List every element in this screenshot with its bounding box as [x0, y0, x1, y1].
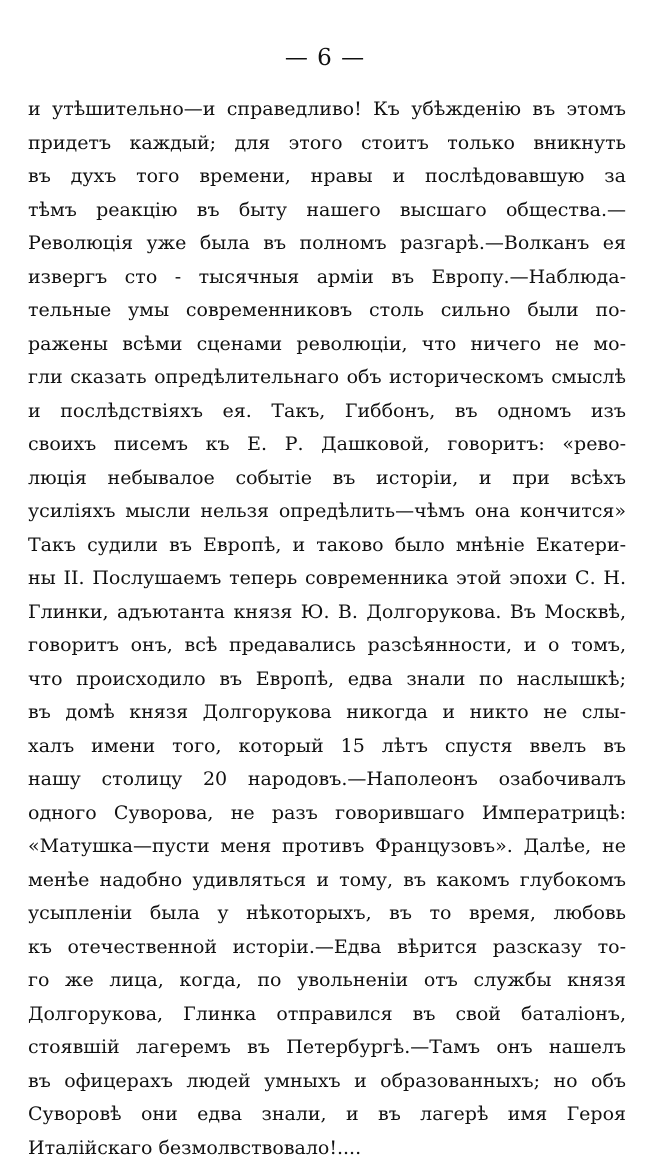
- text-line: усиліяхъ мысли нельзя опредѣлить—чѣмъ она кончится»: [28, 495, 626, 529]
- text-line: Революція уже была въ полномъ разгарѣ.—Волканъ ея: [28, 227, 626, 261]
- text-line: въ офицерахъ людей умныхъ и образованныхъ; но объ: [28, 1065, 626, 1099]
- text-line: люція небывалое событіе въ исторіи, и при всѣхъ: [28, 462, 626, 496]
- text-line: придетъ каждый; для этого стоитъ только вникнуть: [28, 127, 626, 161]
- text-line: менѣе надобно удивляться и тому, въ какомъ глубокомъ: [28, 864, 626, 898]
- text-line: «Матушка—пусти меня противъ Французовъ». Далѣе, не: [28, 830, 626, 864]
- text-line-last: Италійскаго безмолвствовало!....: [28, 1132, 626, 1165]
- text-line: къ отечественной исторіи.—Едва вѣрится разсказу то-: [28, 931, 626, 965]
- text-line: говоритъ онъ, всѣ предавались разсѣянности, и о томъ,: [28, 629, 626, 663]
- text-line: извергъ сто - тысячныя арміи въ Европу.—Наблюда-: [28, 261, 626, 295]
- text-line: тельные умы современниковъ столь сильно были по-: [28, 294, 626, 328]
- text-line: го же лица, когда, по увольненіи отъ службы князя: [28, 964, 626, 998]
- text-line: въ духъ того времени, нравы и послѣдовавшую за: [28, 160, 626, 194]
- text-line: гли сказать опредѣлительнаго объ историческомъ смыслѣ: [28, 361, 626, 395]
- text-line: ражены всѣми сценами революціи, что ничего не мо-: [28, 328, 626, 362]
- text-line: и послѣдствіяхъ ея. Такъ, Гиббонъ, въ одномъ изъ: [28, 395, 626, 429]
- text-line: халъ имени того, который 15 лѣтъ спустя ввелъ въ: [28, 730, 626, 764]
- text-line: въ домѣ князя Долгорукова никогда и никто не слы-: [28, 696, 626, 730]
- text-line: стоявшій лагеремъ въ Петербургѣ.—Тамъ онъ нашелъ: [28, 1031, 626, 1065]
- text-line: одного Суворова, не разъ говорившаго Императрицѣ:: [28, 797, 626, 831]
- text-line: Такъ судили въ Европѣ, и таково было мнѣніе Екатери-: [28, 529, 626, 563]
- text-line: и утѣшительно—и справедливо! Къ убѣжденію въ этомъ: [28, 93, 626, 127]
- body-text: [28, 93, 626, 1165]
- text-line: усыпленіи была у нѣкоторыхъ, въ то время, любовь: [28, 897, 626, 931]
- text-line: нашу столицу 20 народовъ.—Наполеонъ озабочивалъ: [28, 763, 626, 797]
- page-number: — 6 —: [0, 44, 650, 72]
- text-line: тѣмъ реакцію въ быту нашего высшаго общества.—: [28, 194, 626, 228]
- text-line: Долгорукова, Глинка отправился въ свой баталіонъ,: [28, 998, 626, 1032]
- text-line: Суворовѣ они едва знали, и въ лагерѣ имя Героя: [28, 1098, 626, 1132]
- text-line: ны II. Послушаемъ теперь современника этой эпохи С. Н.: [28, 562, 626, 596]
- text-line: своихъ писемъ къ Е. Р. Дашковой, говоритъ: «рево-: [28, 428, 626, 462]
- text-line: Глинки, адъютанта князя Ю. В. Долгорукова. Въ Москвѣ,: [28, 596, 626, 630]
- text-line: что происходило въ Европѣ, едва знали по наслышкѣ;: [28, 663, 626, 697]
